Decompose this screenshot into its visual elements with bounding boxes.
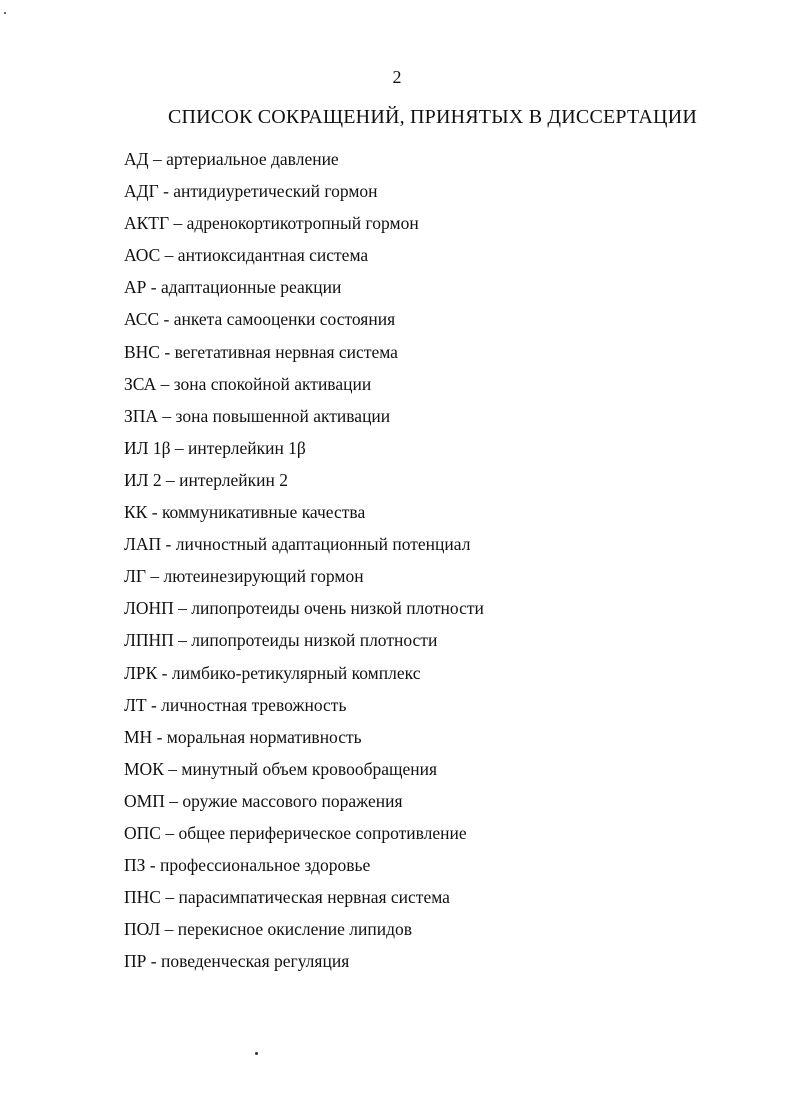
list-item [124,148,484,180]
separator-dash: – [165,822,175,843]
abbreviation-definition: парасимпатическая нервная система [178,887,450,908]
abbreviation-term: МН [124,726,153,747]
list-item [124,629,484,661]
separator-dash: - [163,181,169,202]
abbreviation-term: ИЛ 2 [124,469,162,490]
abbreviation-term: МОК [124,758,164,779]
separator-dash: - [151,502,158,523]
scan-speck [255,1052,258,1055]
abbreviation-definition: липопротеиды низкой плотности [191,630,438,651]
separator-dash: – [166,469,175,490]
list-item [124,918,484,950]
page-title: СПИСОК СОКРАЩЕНИЙ, ПРИНЯТЫХ В ДИССЕРТАЦИИ [168,106,697,128]
abbreviation-term: ЛАП [124,534,162,555]
list-item [124,501,484,533]
abbreviation-definition: анкета самооценки состояния [173,309,396,330]
separator-dash: - [149,855,156,876]
list-item [124,854,484,886]
list-item [124,308,484,340]
abbreviation-definition: адаптационные реакции [160,277,342,298]
abbreviation-definition: коммуникативные качества [161,502,366,523]
abbreviation-term: ЛРК [124,662,158,683]
list-item [124,790,484,822]
list-item [124,597,484,629]
separator-dash: – [160,373,170,394]
abbreviation-term: ЗСА [124,373,157,394]
list-item [124,437,484,469]
abbreviation-definition: антиоксидантная система [177,245,369,266]
separator-dash: – [162,405,172,426]
separator-dash: - [156,726,163,747]
abbreviation-definition: зона повышенной активации [175,405,391,426]
separator-dash: – [152,149,162,169]
list-item [124,726,484,758]
abbreviation-definition: артериальное давление [166,149,339,169]
separator-dash: – [178,630,187,651]
list-item [124,533,484,565]
list-item [124,758,484,790]
separator-dash: – [168,758,177,779]
abbreviation-definition: адренокортикотропный гормон [186,213,419,234]
abbreviation-definition: моральная нормативность [166,726,362,747]
abbreviation-term: ЗПА [124,405,159,426]
list-item [124,950,484,982]
separator-dash: - [150,951,157,972]
list-item [124,405,484,437]
list-item [124,276,484,308]
abbreviation-definition: поведенческая регуляция [160,951,350,972]
abbreviation-term: ПЗ [124,855,146,876]
abbreviation-definition: минутный объем кровообращения [181,758,438,779]
abbreviation-definition: интерлейкин 1β [188,437,306,458]
abbreviation-term: АД [124,149,149,169]
abbreviation-term: АСС [124,309,160,330]
list-item [124,180,484,212]
list-item [124,565,484,597]
scan-speck [4,12,6,14]
separator-dash: – [169,790,178,811]
separator-dash: - [164,341,171,362]
abbreviation-term: АДГ [124,181,159,202]
separator-dash: – [150,566,160,587]
separator-dash: – [164,919,174,940]
abbreviation-definition: антидиуретический гормон [173,181,378,202]
abbreviation-definition: профессиональное здоровье [159,855,371,876]
list-item [124,822,484,854]
abbreviation-list [124,148,484,982]
abbreviation-term: ПНС [124,887,161,908]
separator-dash: - [165,534,172,555]
list-item [124,886,484,918]
abbreviation-definition: вегетативная нервная система [174,341,398,362]
abbreviation-term: ПОЛ [124,919,161,940]
list-item [124,662,484,694]
abbreviation-term: ЛОНП [124,598,174,619]
abbreviation-term: АКТГ [124,213,170,234]
separator-dash: – [174,437,184,458]
abbreviation-definition: лютеинезирующий гормон [163,566,364,587]
abbreviation-term: ОПС [124,822,161,843]
abbreviation-definition: интерлейкин 2 [179,469,289,490]
abbreviation-definition: лимбико-ретикулярный комплекс [171,662,421,683]
abbreviation-definition: общее периферическое сопротивление [178,822,467,843]
separator-dash: – [178,598,187,619]
abbreviation-term: ВНС [124,341,160,362]
abbreviation-definition: липопротеиды очень низкой плотности [191,598,484,619]
abbreviation-definition: зона спокойной активации [173,373,372,394]
separator-dash: – [173,213,183,234]
abbreviation-term: КК [124,502,148,523]
abbreviation-term: ЛТ [124,694,147,715]
list-item [124,212,484,244]
abbreviation-term: ОМП [124,790,165,811]
page-number: 2 [392,67,402,87]
separator-dash: – [165,887,175,908]
abbreviation-term: ЛПНП [124,630,174,651]
list-item [124,244,484,276]
separator-dash: - [161,662,168,683]
list-item [124,373,484,405]
list-item [124,694,484,726]
separator-dash: - [150,277,157,298]
abbreviation-definition: оружие массового поражения [182,790,403,811]
list-item [124,341,484,373]
abbreviation-definition: перекисное окисление липидов [177,919,413,940]
abbreviation-term: ЛГ [124,566,146,587]
abbreviation-term: АОС [124,245,161,266]
abbreviation-term: ИЛ 1β [124,437,171,458]
abbreviation-term: АР [124,277,147,298]
list-item [124,469,484,501]
separator-dash: – [164,245,174,266]
separator-dash: - [163,309,170,330]
abbreviation-definition: личностная тревожность [161,694,347,715]
abbreviation-term: ПР [124,951,147,972]
separator-dash: - [150,694,157,715]
abbreviation-definition: личностный адаптационный потенциал [175,534,471,555]
